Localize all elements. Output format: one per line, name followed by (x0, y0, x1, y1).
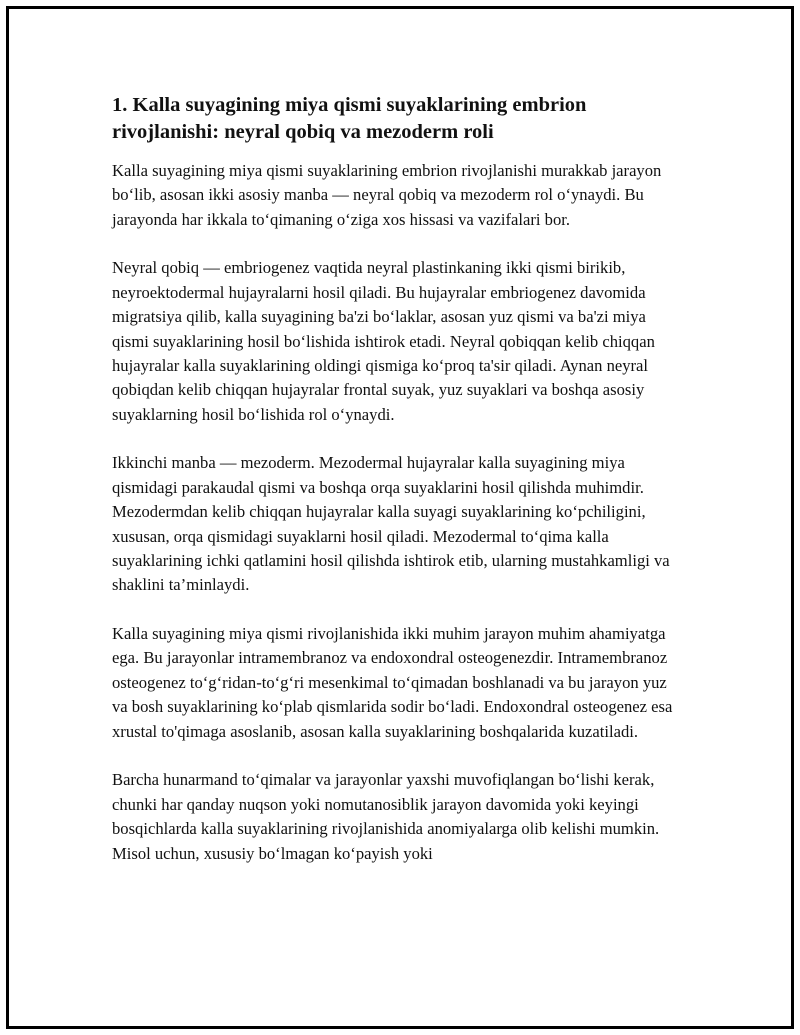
paragraph-5: Barcha hunarmand to‘qimalar va jarayonlar yaxshi muvofiqlangan bo‘lishi kerak, chunki har qanday nuqson yoki nomutanosiblik jarayon davomida yoki keyingi bosqichlarda kalla suyaklarining rivojlanishida anomiyalarga olib kelishi mumkin. Misol uchun, xususiy bo‘lmagan ko‘payish yoki (112, 770, 660, 863)
paragraph-3: Ikkinchi manba — mezoderm. Mezodermal hujayralar kalla suyagining miya qismidagi parakaudal qismi va boshqa orqa suyaklarini hosil qilishda muhimdir. Mezodermdan kelib chiqqan hujayralar kalla suyagi suyaklarining ko‘pchiligini, xususan, orqa qismidagi suyaklarni hosil qiladi. Mezodermal to‘qima kalla suyaklarining ichki qatlamini hosil qilishda ishtirok etib, ularning mustahkamligi va shaklini ta’minlaydi. (112, 453, 670, 595)
paragraph-2: Neyral qobiq — embriogenez vaqtida neyral plastinkaning ikki qismi birikib, neyroektodermal hujayralarni hosil qiladi. Bu hujayralar embriogenez davomida migratsiya qilib, kalla suyagining ba'zi bo‘laklar, asosan yuz qismi va ba'zi miya qismi suyaklarining hosil bo‘lishida ishtirok etadi. Neyral qobiqqan kelib chiqqan hujayralar kalla suyaklarining oldingi qismiga ko‘proq ta'sir qiladi. Aynan neyral qobiqdan kelib chiqqan hujayralar frontal suyak, yuz suyaklari va boshqa asosiy suyaklarning hosil bo‘lishida rol o‘ynaydi. (112, 258, 655, 424)
document-title: 1. Kalla suyagining miya qismi suyaklarining embrion rivojlanishi: neyral qobiq va mezoderm roli (112, 94, 587, 143)
paragraph-1: Kalla suyagining miya qismi suyaklarining embrion rivojlanishi murakkab jarayon bo‘lib, asosan ikki asosiy manba — neyral qobiq va mezoderm rol o‘ynaydi. Bu jarayonda har ikkala to‘qimaning o‘ziga xos hissasi va vazifalari bor. (112, 161, 662, 229)
document-body (112, 92, 682, 890)
paragraph-4: Kalla suyagining miya qismi rivojlanishida ikki muhim jarayon muhim ahamiyatga ega. Bu jarayonlar intramembranoz va endoxondral osteogenezdir. Intramembranoz osteogenez to‘g‘ridan-to‘g‘ri mesenkimal to‘qimadan boshlanadi va bu jarayon yuz va bosh suyaklarining ko‘plab qismlarida sodir bo‘ladi. Endoxondral osteogenez esa xrustal to'qimaga asoslanib, asosan kalla suyaklarining boshqalarida kuzatiladi. (112, 624, 673, 741)
